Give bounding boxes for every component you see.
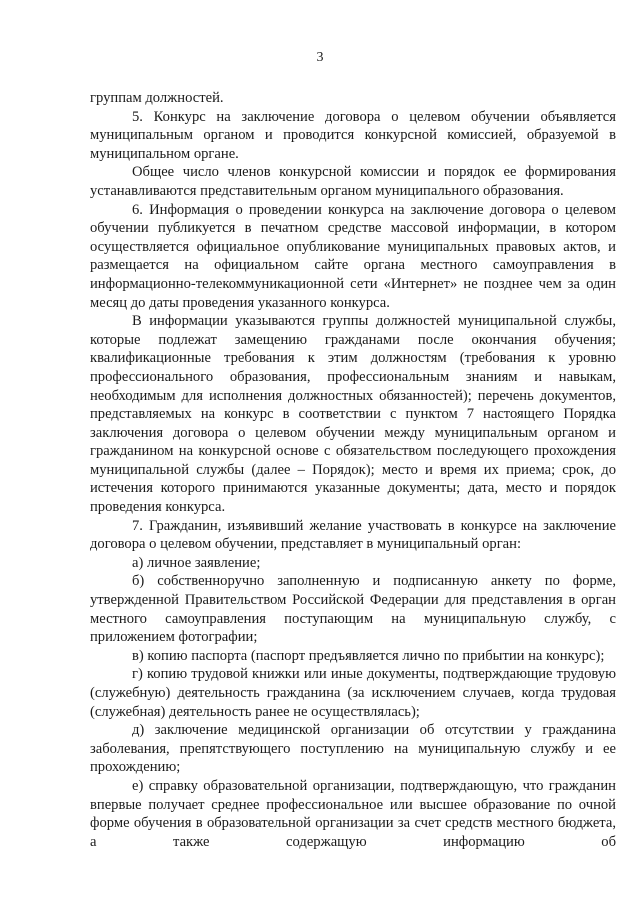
paragraph-continuation: группам должностей. xyxy=(90,90,224,106)
subitem-d: д) заключение медицинской организации об отсутствии у гражданина заболевания, препятствующего поступлению на муниципальную службу и ее прохождению; xyxy=(90,722,616,776)
subitem-g: г) копию трудовой книжки или иные документы, подтверждающие трудовую (служебную) деятельность гражданина (за исключением случаев, когда трудовая (служебная) деятельность ранее не осуществлялась); xyxy=(90,666,616,720)
paragraph-item-7: 7. Гражданин, изъявивший желание участвовать в конкурсе на заключение договора о целевом обучении, представляет в муниципальный орган: xyxy=(90,517,616,553)
subitem-e: е) справку образовательной организации, подтверждающую, что гражданин впервые получает среднее профессиональное или высшее образование по очной форме обучения в образовательной организации за счет средств местного бюджета, а также содержащую информацию об xyxy=(90,777,616,850)
document-body xyxy=(90,89,616,851)
subitem-a: а) личное заявление; xyxy=(132,554,261,571)
paragraph-item-6: 6. Информация о проведении конкурса на заключение договора о целевом обучении публикуется в печатном средстве массовой информации, в котором осуществляется официальное опубликование муниципальных правовых актов, и размещается на официальном сайте органа местного самоуправления в информационно-телекоммуникационной сети «Интернет» не позднее чем за один месяц до даты проведения указанного конкурса. xyxy=(90,201,616,311)
paragraph-item-5: 5. Конкурс на заключение договора о целевом обучении объявляется муниципальным органом и проводится конкурсной комиссией, образуемой в муниципальном органе. xyxy=(90,108,616,162)
paragraph-commission: Общее число членов конкурсной комиссии и порядок ее формирования устанавливаются представительным органом муниципального образования. xyxy=(90,164,616,199)
paragraph-information: В информации указываются группы должностей муниципальной службы, которые подлежат замещению гражданами после окончания обучения; квалификационные требования к этим должностям (требования к уровню профессионального образования, профессиональным знаниям и навыкам, необходимым для исполнения должностных обязанностей); перечень документов, представляемых на конкурс в соответствии с пунктом 7 настоящего Порядка заключения договора о целевом обучении между муниципальным органом и гражданином на конкурсной основе с обязательством последующего прохождения муниципальной службы (далее – Порядок); место и время их приема; срок, до истечения которого принимаются указанные документы; дата, место и порядок проведения конкурса. xyxy=(90,313,616,516)
subitem-b: б) собственноручно заполненную и подписанную анкету по форме, утвержденной Правительством Российской Федерации для представления в орган местного самоуправления поступающим на муниципальную службу, с приложением фотографии; xyxy=(90,573,616,646)
page-number: 3 xyxy=(316,50,324,65)
subitem-v: в) копию паспорта (паспорт предъявляется лично по прибытии на конкурс); xyxy=(132,647,605,664)
